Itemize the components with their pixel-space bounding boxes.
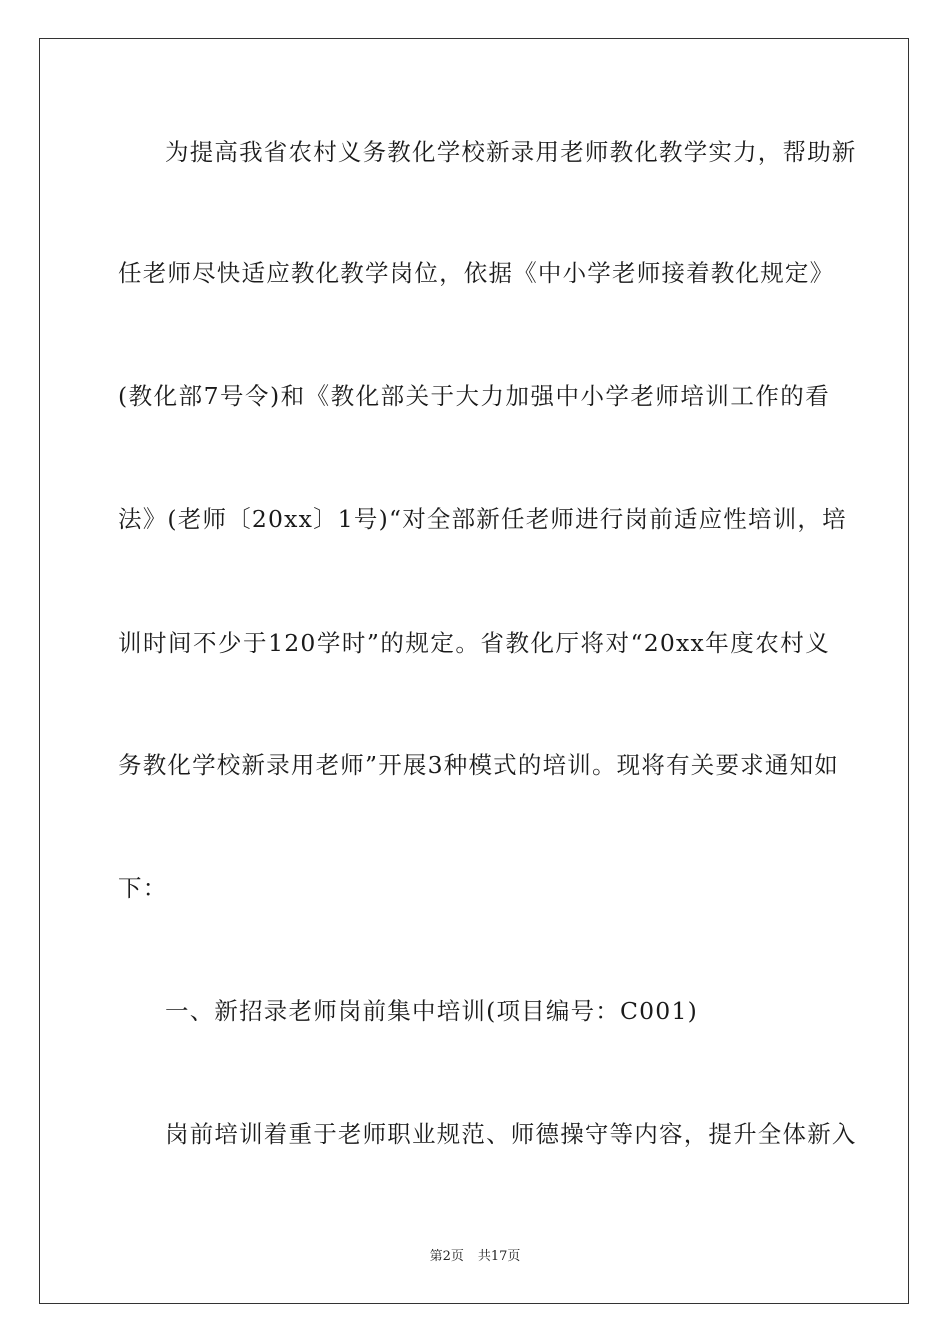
section-paragraph-line: 岗前培训着重于老师职业规范、师德操守等内容，提升全体新入 bbox=[165, 1120, 857, 1148]
section-heading: 一、新招录老师岗前集中培训(项目编号：C001) bbox=[165, 997, 698, 1025]
paragraph-line-3: (教化部7号令)和《教化部关于大力加强中小学老师培训工作的看 bbox=[118, 382, 830, 410]
page-border bbox=[39, 38, 909, 1304]
page-number: 第2页 bbox=[429, 1249, 464, 1264]
paragraph-line-7: 下： bbox=[118, 874, 168, 902]
page-total: 共17页 bbox=[477, 1249, 521, 1264]
paragraph-line-4: 法》(老师〔20xx〕1号)“对全部新任老师进行岗前适应性培训，培 bbox=[118, 505, 847, 533]
paragraph-line-2: 任老师尽快适应教化教学岗位，依据《中小学老师接着教化规定》 bbox=[118, 259, 835, 287]
paragraph-line-6: 务教化学校新录用老师”开展3种模式的培训。现将有关要求通知如 bbox=[118, 751, 839, 779]
page-footer bbox=[0, 1248, 950, 1266]
paragraph-line-1: 为提高我省农村义务教化学校新录用老师教化教学实力，帮助新 bbox=[165, 138, 857, 166]
paragraph-line-5: 训时间不少于120学时”的规定。省教化厅将对“20xx年度农村义 bbox=[118, 629, 830, 657]
